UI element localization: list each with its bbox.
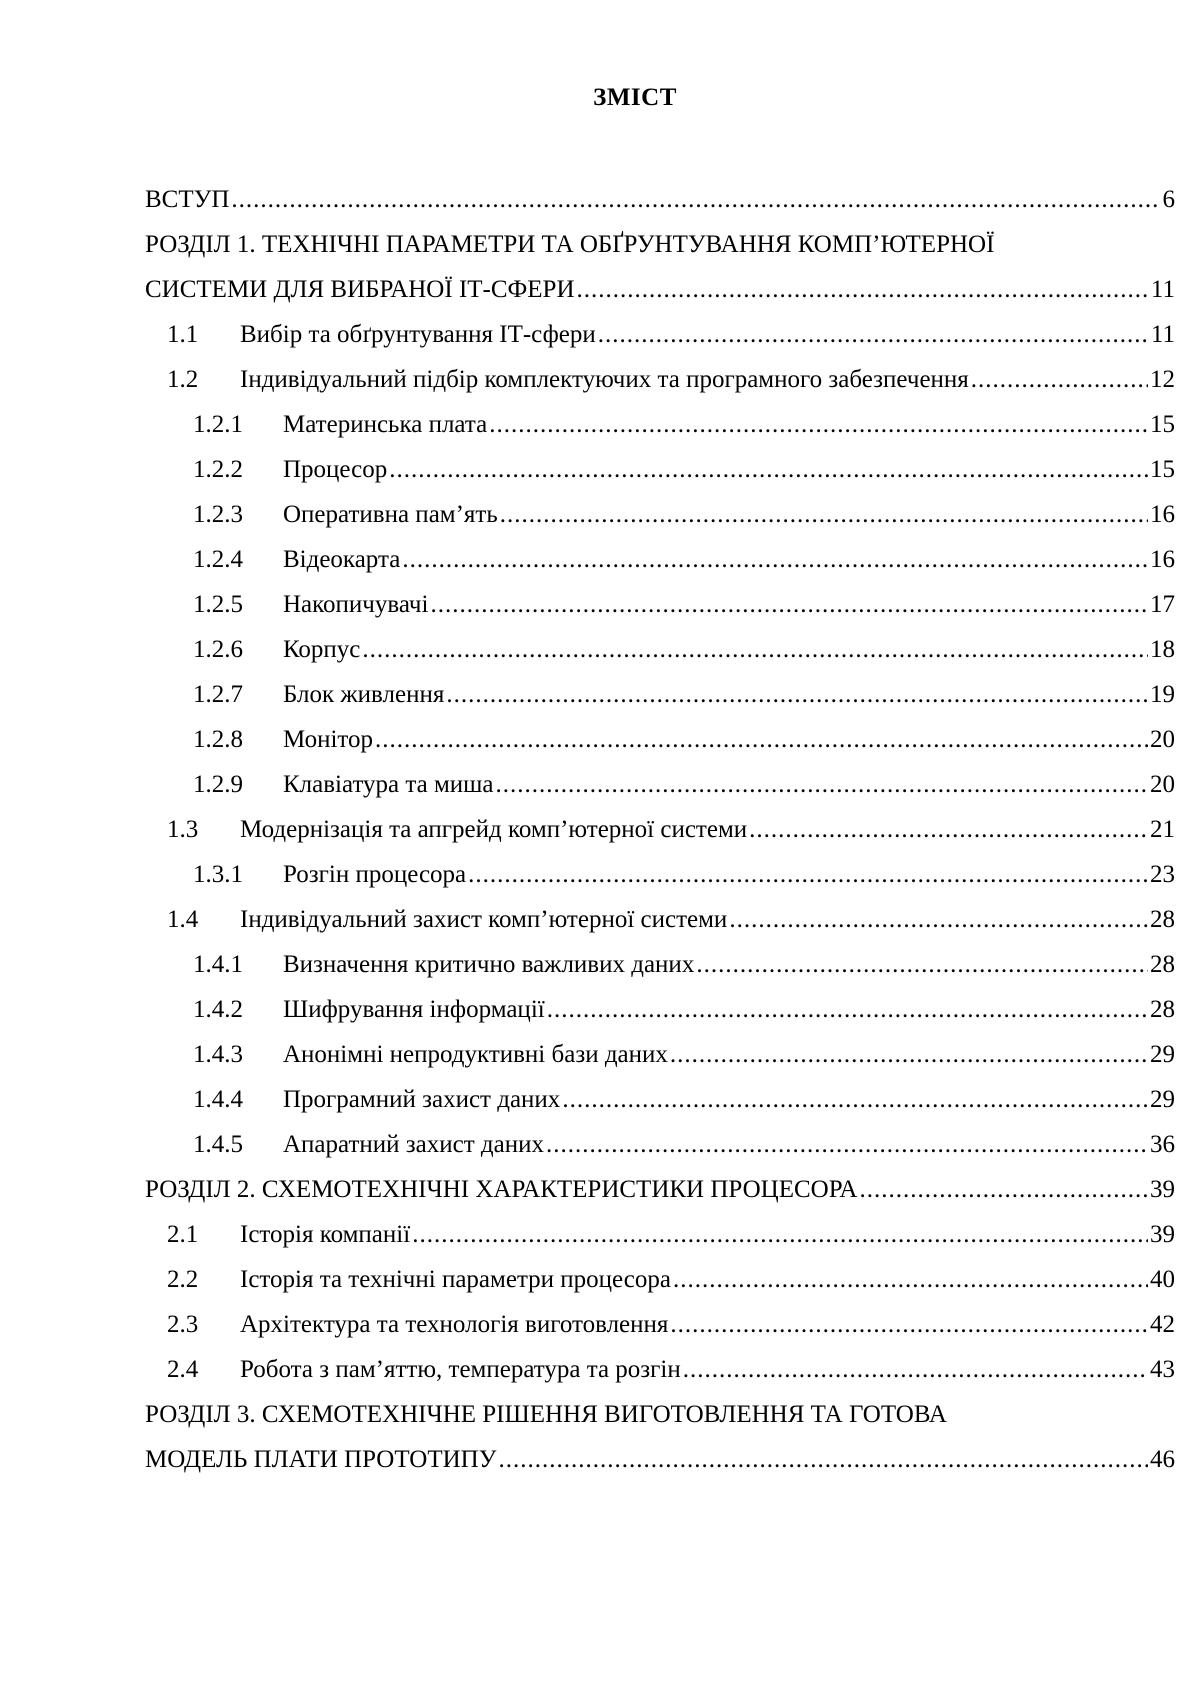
toc-entry-label: Шифрування інформації (283, 996, 545, 1023)
toc-page-number: 20 (1150, 726, 1175, 753)
toc-page-number: 23 (1150, 861, 1175, 888)
toc-entry-1-4-4[interactable] (145, 1080, 1175, 1120)
toc-section-number: 1.2.6 (193, 636, 243, 663)
toc-entry-label: Індивідуальний підбір комплектуючих та програмного забезпечення (240, 366, 969, 393)
toc-entry-label: Програмний захист даних (283, 1086, 561, 1113)
toc-page-number: 20 (1150, 771, 1175, 798)
toc-entry-1-2-3[interactable] (145, 495, 1175, 535)
toc-entry-label: Оперативна пам’ять (283, 501, 498, 528)
dot-leader (562, 1080, 1148, 1120)
toc-page-number: 42 (1150, 1311, 1175, 1338)
toc-entry-2-3[interactable] (145, 1305, 1175, 1345)
toc-entry-label: Історія компанії (240, 1221, 411, 1248)
toc-entry-label: Архітектура та технологія виготовлення (240, 1311, 669, 1338)
toc-section-number: 1.4.3 (193, 1041, 243, 1068)
toc-page-number: 15 (1150, 411, 1175, 438)
dot-leader (683, 1350, 1148, 1390)
dot-leader (598, 315, 1149, 355)
dot-leader (696, 945, 1148, 985)
toc-entry-1-2[interactable] (145, 360, 1175, 400)
toc-section-number: 1.2.9 (193, 771, 243, 798)
dot-leader (375, 720, 1148, 760)
dot-leader (670, 1305, 1148, 1345)
toc-section-number: 1.4.2 (193, 996, 243, 1023)
dot-leader (231, 180, 1160, 220)
dot-leader (577, 270, 1149, 310)
toc-entry-label: СИСТЕМИ ДЛЯ ВИБРАНОЇ ІТ-СФЕРИ (145, 276, 575, 303)
toc-entry-label: Материнська плата (283, 411, 488, 438)
dot-leader (547, 990, 1148, 1030)
dot-leader (446, 675, 1148, 715)
toc-section-number: 1.4 (167, 906, 199, 933)
toc-page-number: 12 (1150, 366, 1175, 393)
toc-section-number: 1.4.5 (193, 1131, 243, 1158)
toc-entry-1-4-3[interactable] (145, 1035, 1175, 1075)
toc-entry-1-3[interactable] (145, 810, 1175, 850)
toc-section-number: 1.2.7 (193, 681, 243, 708)
toc-page-number: 28 (1150, 951, 1175, 978)
toc-entry-1-2-6[interactable] (145, 630, 1175, 670)
toc-section-number: 1.4.4 (193, 1086, 243, 1113)
toc-entry-intro[interactable] (145, 180, 1175, 220)
toc-section-number: 1.2 (167, 366, 199, 393)
dot-leader (673, 1260, 1148, 1300)
toc-entry-label: Визначення критично важливих даних (283, 951, 695, 978)
toc-entry-label: Розгін процесора (283, 861, 467, 888)
toc-entry-label: Вибір та обґрунтування ІТ-сфери (240, 321, 596, 348)
toc-page-number: 39 (1150, 1221, 1175, 1248)
toc-section-number: 2.3 (167, 1311, 199, 1338)
toc-entry-1-3-1[interactable] (145, 855, 1175, 895)
toc-entry-chapter-3-line1: РОЗДІЛ 3. СХЕМОТЕХНІЧНЕ РІШЕННЯ ВИГОТОВЛЕННЯ ТА ГОТОВА (145, 1401, 947, 1428)
toc-section-number: 1.3 (167, 816, 199, 843)
toc-page-number: 11 (1150, 321, 1175, 348)
toc-page-number: 6 (1162, 186, 1175, 213)
toc-entry-label: Клавіатура та миша (283, 771, 494, 798)
dot-leader (500, 495, 1148, 535)
toc-page-number: 16 (1150, 501, 1175, 528)
toc-section-number: 2.1 (167, 1221, 199, 1248)
toc-entry-1-4-1[interactable] (145, 945, 1175, 985)
toc-page-number: 11 (1150, 276, 1175, 303)
toc-page-number: 43 (1150, 1356, 1175, 1383)
dot-leader (546, 1125, 1148, 1165)
dot-leader (468, 855, 1148, 895)
toc-entry-chapter-3[interactable] (145, 1440, 1175, 1480)
toc-entry-2-1[interactable] (145, 1215, 1175, 1255)
toc-entry-1-4-2[interactable] (145, 990, 1175, 1030)
dot-leader (402, 540, 1148, 580)
toc-section-number: 2.2 (167, 1266, 199, 1293)
toc-entry-1-2-7[interactable] (145, 675, 1175, 715)
toc-section-number: 1.2.2 (193, 456, 243, 483)
toc-entry-1-4[interactable] (145, 900, 1175, 940)
toc-title: ЗМІСТ (593, 84, 677, 111)
dot-leader (489, 405, 1148, 445)
toc-entry-chapter-1-line1: РОЗДІЛ 1. ТЕХНІЧНІ ПАРАМЕТРИ ТА ОБҐРУНТУВАННЯ КОМП’ЮТЕРНОЇ (145, 231, 995, 258)
toc-page-number: 46 (1150, 1446, 1175, 1473)
dot-leader (362, 630, 1148, 670)
toc-page-number: 40 (1150, 1266, 1175, 1293)
toc-page-number: 19 (1150, 681, 1175, 708)
toc-section-number: 1.2.5 (193, 591, 243, 618)
toc-entry-1-2-4[interactable] (145, 540, 1175, 580)
toc-entry-label: МОДЕЛЬ ПЛАТИ ПРОТОТИПУ (145, 1446, 497, 1473)
toc-entry-chapter-2[interactable] (145, 1170, 1175, 1210)
toc-section-number: 1.2.3 (193, 501, 243, 528)
toc-entry-label: Модернізація та апгрейд комп’ютерної системи (240, 816, 748, 843)
dot-leader (412, 1215, 1148, 1255)
dot-leader (430, 585, 1148, 625)
toc-page-number: 16 (1150, 546, 1175, 573)
toc-entry-1-2-9[interactable] (145, 765, 1175, 805)
toc-section-number: 1.4.1 (193, 951, 243, 978)
toc-page-number: 15 (1150, 456, 1175, 483)
dot-leader (670, 1035, 1148, 1075)
toc-section-number: 1.2.1 (193, 411, 243, 438)
toc-entry-label: Монітор (283, 726, 374, 753)
toc-entry-label: Відеокарта (283, 546, 401, 573)
toc-section-number: 1.1 (167, 321, 199, 348)
toc-entry-label: Блок живлення (283, 681, 445, 708)
toc-entry-1-4-5[interactable] (145, 1125, 1175, 1165)
toc-page-number: 29 (1150, 1041, 1175, 1068)
toc-entry-chapter-1[interactable] (145, 270, 1175, 310)
toc-section-number: 1.3.1 (193, 861, 243, 888)
toc-page-number: 21 (1150, 816, 1175, 843)
toc-page-number: 36 (1150, 1131, 1175, 1158)
toc-page-number: 17 (1150, 591, 1175, 618)
toc-section-number: 2.4 (167, 1356, 199, 1383)
toc-entry-label: Індивідуальний захист комп’ютерної системи (240, 906, 728, 933)
toc-entry-2-2[interactable] (145, 1260, 1175, 1300)
toc-page-number: 28 (1150, 906, 1175, 933)
toc-entry-label: РОЗДІЛ 2. СХЕМОТЕХНІЧНІ ХАРАКТЕРИСТИКИ ПРОЦЕСОРА (145, 1176, 858, 1203)
toc-entry-2-4[interactable] (145, 1350, 1175, 1390)
toc-page-number: 18 (1150, 636, 1175, 663)
toc-page-number: 28 (1150, 996, 1175, 1023)
toc-page-number: 29 (1150, 1086, 1175, 1113)
toc-entry-label: Накопичувачі (283, 591, 429, 618)
toc-entry-1-1[interactable] (145, 315, 1175, 355)
toc-entry-label: Історія та технічні параметри процесора (240, 1266, 671, 1293)
dot-leader (389, 450, 1148, 490)
toc-entry-label: Апаратний захист даних (283, 1131, 544, 1158)
toc-section-number: 1.2.4 (193, 546, 243, 573)
toc-entry-label: Робота з пам’яттю, температура та розгін (240, 1356, 681, 1383)
dot-leader (496, 765, 1148, 805)
dot-leader (749, 810, 1148, 850)
toc-entry-label: Процесор (283, 456, 388, 483)
dot-leader (971, 360, 1148, 400)
dot-leader (860, 1170, 1149, 1210)
toc-page-number: 39 (1150, 1176, 1175, 1203)
toc-entry-label: Корпус (283, 636, 361, 663)
toc-entry-1-2-2[interactable] (145, 450, 1175, 490)
toc-entry-label: ВСТУП (145, 186, 230, 213)
toc-entry-label: Анонімні непродуктивні бази даних (283, 1041, 668, 1068)
dot-leader (729, 900, 1148, 940)
dot-leader (498, 1440, 1148, 1480)
toc-entry-1-2-8[interactable] (145, 720, 1175, 760)
toc-entry-1-2-5[interactable] (145, 585, 1175, 625)
toc-entry-1-2-1[interactable] (145, 405, 1175, 445)
toc-section-number: 1.2.8 (193, 726, 243, 753)
